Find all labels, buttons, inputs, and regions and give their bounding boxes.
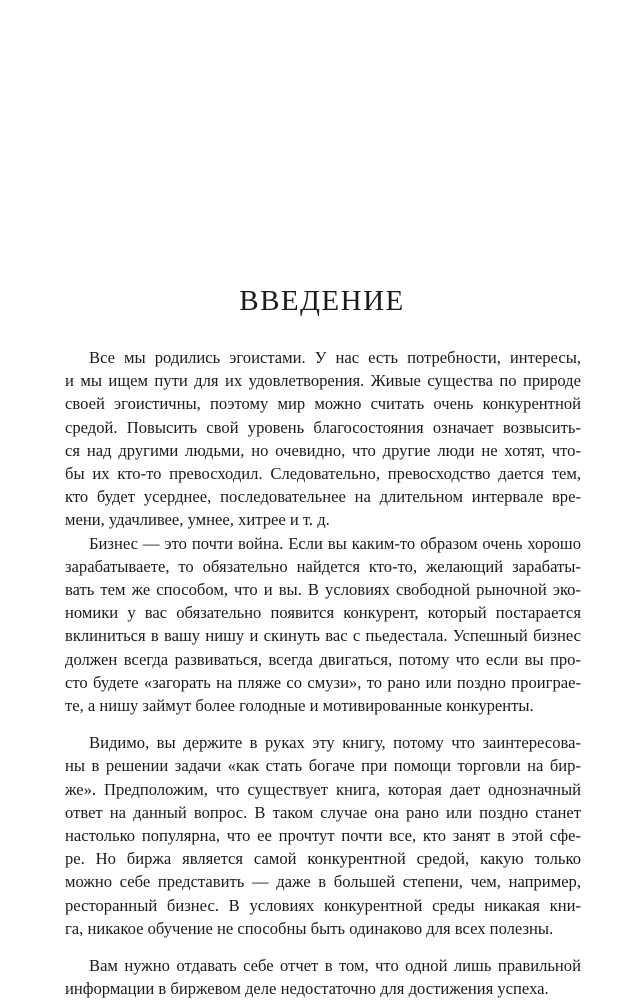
text-line: ответ на данный вопрос. В таком случае она рано или поздно станет — [65, 802, 581, 822]
text-line: Бизнес — это почти война. Если вы каким-то образом очень хорошо — [89, 533, 581, 553]
text-line: мени, удачливее, умнее, хитрее и т. д. — [65, 510, 330, 530]
text-line: Вам нужно отдавать себе отчет в том, что одной лишь правильной — [89, 956, 581, 975]
text-line: можно себе представить — даже в большей степени, чем, например, — [65, 872, 581, 892]
text-line: настолько популярна, что ее прочтут почти все, кто занят в этой сфе- — [65, 826, 581, 845]
text-line: информации в биржевом деле недостаточно для достижения успеха. — [65, 979, 549, 999]
text-line: номики у вас обязательно появится конкурент, который постарается — [65, 603, 581, 623]
text-line: ся над другими людьми, но очевидно, что другие люди не хотят, что- — [65, 440, 581, 460]
chapter-title: ВВЕДЕНИЕ — [239, 285, 405, 317]
text-line: своей эгоистичны, поэтому мир можно считать очень конкурентной — [65, 394, 581, 414]
text-line: средой. Повысить свой уровень благосостояния означает возвысить- — [65, 417, 581, 437]
text-line: вать тем же способом, что и вы. В условиях свободной рыночной эко- — [65, 580, 581, 599]
text-line: должен всегда развиваться, всегда двигаться, потому что если вы про- — [65, 649, 581, 669]
text-line: зарабатываете, то обязательно найдется кто-то, желающий зарабаты- — [65, 556, 581, 576]
text-line: Все мы родились эгоистами. У нас есть потребности, интересы, — [89, 348, 581, 367]
text-line: ны в решении задачи «как стать богаче при помощи торговли на бир- — [65, 756, 581, 776]
text-line: Видимо, вы держите в руках эту книгу, потому что заинтересова- — [89, 733, 581, 753]
text-line: вклиниться в вашу нишу и скинуть вас с пьедестала. Успешный бизнес — [65, 626, 581, 646]
text-line: же». Предположим, что существует книга, которая дает однозначный — [65, 779, 581, 799]
text-line: кто будет усерднее, последовательнее на длительном интервале вре- — [65, 487, 581, 507]
text-line: сто будете «загорать на пляже со смузи», то рано или поздно проиграе- — [65, 672, 581, 692]
text-line: ресторанный бизнес. В условиях конкурентной среды никакая кни- — [65, 895, 581, 915]
text-line: и мы ищем пути для их удовлетворения. Живые существа по природе — [65, 371, 581, 391]
text-line: бы их кто-то превосходил. Следовательно, превосходство дается тем, — [65, 464, 581, 483]
text-line: ре. Но биржа является самой конкурентной средой, какую только — [65, 849, 581, 869]
text-line: те, а нишу займут более голодные и мотивированные конкуренты. — [65, 696, 534, 715]
text-line: га, никакое обучение не способны быть одинаково для всех полезны. — [65, 918, 554, 938]
